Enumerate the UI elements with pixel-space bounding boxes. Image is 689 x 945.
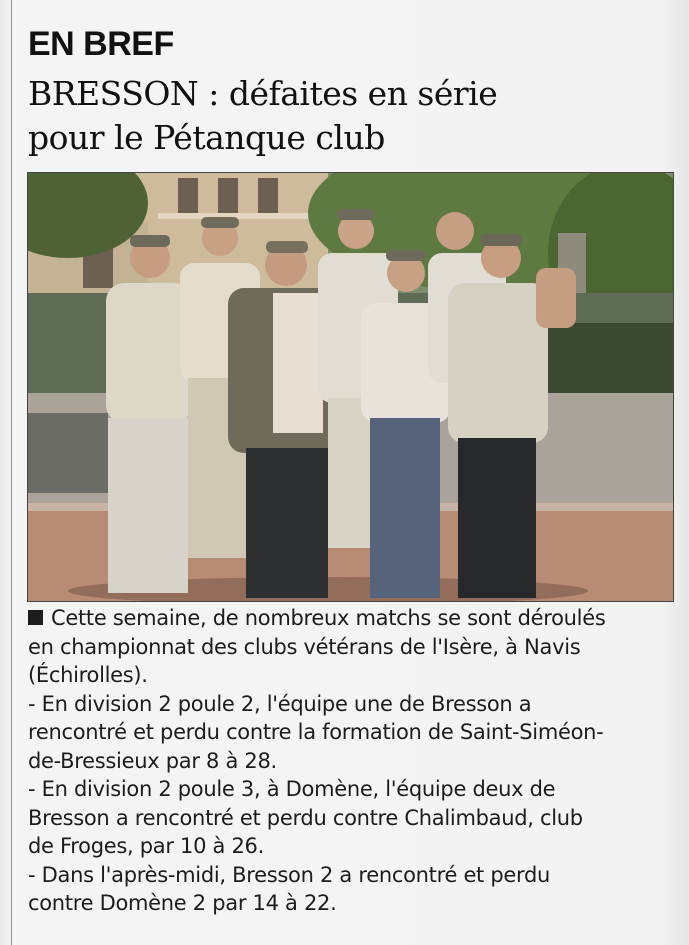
item-line: de-Bressieux par 8 à 28. [28,748,277,773]
item-line: - En division 2 poule 3, à Domène, l'équipe deux de [28,777,556,801]
lead-line: en championnat des clubs vétérans de l'Isère, à Navis [28,634,581,659]
square-bullet-icon [28,610,43,625]
item-line: - Dans l'après-midi, Bresson 2 a rencontré et perdu [28,862,551,887]
item-line: rencontré et perdu contre la formation de Saint-Siméon- [28,720,604,744]
lead-line: (Échirolles). [28,663,148,687]
item-line: de Froges, par 10 à 26. [28,834,264,858]
headline-line-1: BRESSON : défaites en série [28,74,498,113]
group-photo [27,172,674,602]
column-rule [11,0,12,945]
item-line: contre Domène 2 par 14 à 22. [28,891,337,915]
headline-line-2: pour le Pétanque club [28,118,385,157]
article-headline [28,72,668,160]
article-body [28,604,678,918]
lead-line: Cette semaine, de nombreux matchs se sont déroulés [28,604,678,633]
item-line: - En division 2 poule 2, l'équipe une de Bresson a [28,691,532,716]
section-kicker: EN BREF [28,25,174,63]
item-line: Bresson a rencontré et perdu contre Chalimbaud, club [28,805,583,830]
